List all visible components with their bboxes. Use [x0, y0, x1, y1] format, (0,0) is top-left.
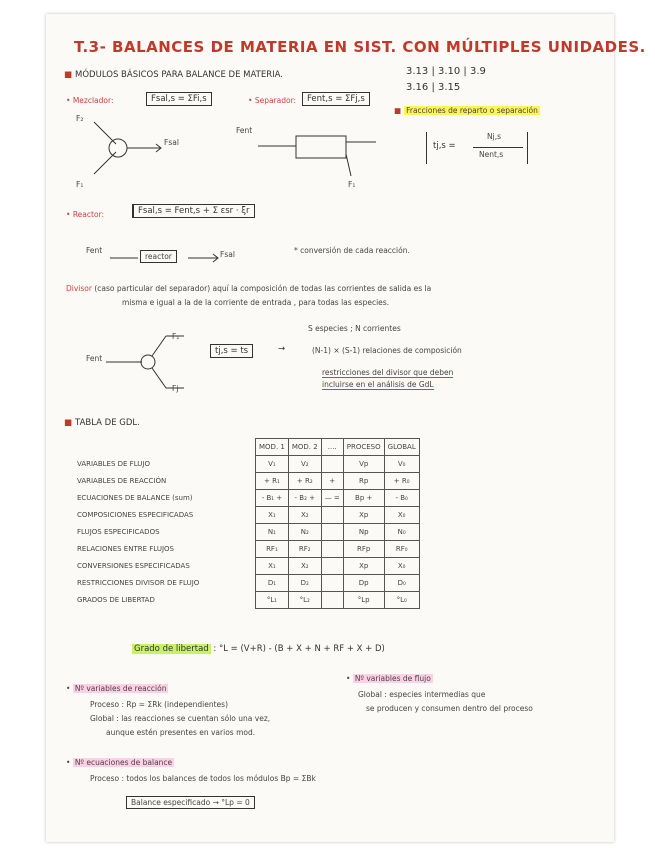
notebook-page [46, 14, 646, 842]
reactor-formula: Fsal,s = Fent,s + Σ εsr · ξr [132, 204, 255, 218]
divisor-box: tj,s = ts [210, 344, 253, 358]
table-header: MOD. 1 [256, 439, 289, 456]
bottom-b1-text: Nº variables de reacción [74, 684, 167, 693]
table-cell: X₂ [288, 558, 321, 575]
fracciones-lhs: tj,s = [433, 141, 456, 151]
table-cell: - B₂ + [288, 490, 321, 507]
table-cell: X₀ [384, 558, 419, 575]
table-header: PROCESO [343, 439, 384, 456]
table-row-label: VARIABLES DE FLUJO [77, 460, 150, 468]
section-modules-text: MÓDULOS BÁSICOS PARA BALANCE DE MATERIA. [75, 70, 283, 80]
square-bullet-icon: ■ [64, 418, 73, 428]
grados-label: Grado de libertad [134, 644, 209, 654]
divisor-note4 [322, 380, 434, 389]
bottom-b1-global: Global : las reacciones se cuentan sólo una vez, [90, 714, 271, 723]
divisor-out-top: F₁ [172, 332, 180, 341]
divisor-note4-text: incluirse en el análisis de GdL [322, 380, 434, 389]
reactor-out: Fsal [220, 250, 235, 259]
table-cell: Dp [343, 575, 384, 592]
table-cell: Np [343, 524, 384, 541]
table-cell: X₀ [384, 507, 419, 524]
mezclador-formula: Fsal,s = ΣFi,s [146, 92, 212, 106]
separador-out: F₁ [348, 180, 356, 189]
bottom-b2: • Nº variables de flujo [346, 674, 431, 683]
table-cell: X₁ [256, 507, 289, 524]
table-cell [321, 558, 343, 575]
table-header: GLOBAL [384, 439, 419, 456]
divisor-out-bottom: Fj [172, 384, 179, 393]
bottom-b2-global2: se producen y consumen dentro del proceso [366, 704, 533, 713]
divisor-text1-content: (caso particular del separador) aquí la composición de todas las corrientes de salida es la [94, 284, 432, 293]
table-cell: + [321, 473, 343, 490]
bottom-b2-text: Nº variables de flujo [354, 674, 431, 683]
table-cell: RF₁ [256, 541, 289, 558]
table-row [74, 490, 419, 507]
divisor-label: Divisor [66, 284, 92, 293]
table-cell: - B₁ + [256, 490, 289, 507]
table-cell: RF₀ [384, 541, 419, 558]
bottom-b2-global: Global : especies intermedias que [358, 690, 486, 699]
divisor-text1 [66, 284, 431, 293]
mezclador-in-top: F₂ [76, 114, 84, 123]
table-cell [321, 575, 343, 592]
table-cell [321, 456, 343, 473]
table-cell: Vp [343, 456, 384, 473]
table-cell: RF₂ [288, 541, 321, 558]
tabla-title-text: TABLA DE GDL. [75, 418, 140, 428]
table-cell: + R₁ [256, 473, 289, 490]
table-header: .... [321, 439, 343, 456]
table-cell: °Lp [343, 592, 384, 609]
square-bullet-icon: ■ [64, 70, 73, 80]
table-cell: V₀ [384, 456, 419, 473]
bottom-b3-proceso: Proceso : todos los balances de todos los módulos Bp = ΣBk [90, 774, 316, 783]
mezclador-out: Fsal [164, 138, 179, 147]
table-row [74, 558, 419, 575]
table-cell: + R₂ [288, 473, 321, 490]
divisor-note3-text: restricciones del divisor que deben [322, 368, 454, 377]
fraction-bar [473, 147, 523, 148]
arrow-right-icon: → [278, 344, 286, 354]
table-cell: Rp [343, 473, 384, 490]
table-row-label: ECUACIONES DE BALANCE (sum) [77, 494, 193, 502]
table-row-label: FLUJOS ESPECIFICADOS [77, 528, 160, 536]
table-header: MOD. 2 [288, 439, 321, 456]
grados-line [132, 644, 385, 654]
table-cell: RFp [343, 541, 384, 558]
reactor-note-text: conversión de cada reacción. [300, 246, 410, 255]
reactor-label: • Reactor: [66, 210, 105, 219]
bottom-b1-proceso: Proceso : Rp = ΣRk (independientes) [90, 700, 228, 709]
table-cell: + R₀ [384, 473, 419, 490]
table-row-label: VARIABLES DE REACCIÓN [77, 477, 167, 485]
table-cell: Xp [343, 507, 384, 524]
table-cell: Bp + [343, 490, 384, 507]
table-cell [321, 524, 343, 541]
table-row-label: RELACIONES ENTRE FLUJOS [77, 545, 174, 553]
bottom-b1-global2: aunque estén presentes en varios mod. [106, 728, 256, 737]
fracciones-label-text: Fracciones de reparto o separación [406, 106, 538, 115]
bottom-b3: • Nº ecuaciones de balance [66, 758, 173, 767]
table-cell: °L₂ [288, 592, 321, 609]
separador-label-text: Separador [254, 96, 294, 105]
table-cell: D₀ [384, 575, 419, 592]
fracciones-label [394, 106, 540, 115]
table-cell [321, 541, 343, 558]
table-cell: D₂ [288, 575, 321, 592]
mezclador-label-text: Mezclador [72, 96, 111, 105]
table-row [74, 575, 419, 592]
bottom-b1: • Nº variables de reacción [66, 684, 167, 693]
table-row [74, 473, 419, 490]
mezclador-diagram [86, 118, 166, 178]
table-row-label: CONVERSIONES ESPECIFICADAS [77, 562, 190, 570]
table-row [74, 541, 419, 558]
fracciones-formula [426, 132, 528, 164]
bottom-b3-box: Balance especificado → °Lp = 0 [126, 796, 255, 809]
table-cell: N₁ [256, 524, 289, 541]
table-row [74, 456, 419, 473]
page-title: T.3- BALANCES DE MATERIA EN SIST. CON MÚLTIPLES UNIDADES. [74, 38, 646, 56]
reactor-box: reactor [140, 250, 177, 263]
table-cell: N₂ [288, 524, 321, 541]
table-cell: — = [321, 490, 343, 507]
table-cell: - B₀ [384, 490, 419, 507]
grados-formula: : °L = (V+R) - (B + X + N + RF + X + D) [213, 644, 385, 654]
reactor-label-text: Reactor [72, 210, 102, 219]
divisor-note1: S especies ; N corrientes [308, 324, 401, 333]
table-cell: X₁ [256, 558, 289, 575]
refs-line2: 3.16 | 3.15 [406, 82, 461, 93]
table-cell: Xp [343, 558, 384, 575]
refs-line1: 3.13 | 3.10 | 3.9 [406, 66, 486, 77]
mezclador-label: • Mezclador: [66, 96, 114, 105]
table-cell: °L₁ [256, 592, 289, 609]
divisor-diagram [106, 330, 186, 394]
reactor-note: * conversión de cada reacción. [294, 246, 410, 255]
separador-diagram [256, 126, 386, 182]
table-row [74, 507, 419, 524]
gdl-table [74, 438, 420, 609]
square-bullet-icon: ■ [394, 106, 402, 115]
table-cell [321, 592, 343, 609]
section-modules [64, 70, 283, 80]
table-row-label: COMPOSICIONES ESPECIFICADAS [77, 511, 194, 519]
fracciones-num: Nj,s [487, 132, 501, 141]
table-cell: N₀ [384, 524, 419, 541]
table-cell: D₁ [256, 575, 289, 592]
table-row-label: RESTRICCIONES DIVISOR DE FLUJO [77, 579, 200, 587]
separador-in: Fent [236, 126, 253, 135]
reactor-in: Fent [86, 246, 103, 255]
bottom-b3-text: Nº ecuaciones de balance [74, 758, 173, 767]
tabla-title [64, 418, 140, 428]
table-row [74, 592, 419, 609]
fracciones-den: Nent,s [479, 150, 504, 159]
table-row-label: GRADOS DE LIBERTAD [77, 596, 155, 604]
divisor-in: Fent [86, 354, 103, 363]
divisor-note3 [322, 368, 453, 377]
table-row [74, 524, 419, 541]
table-cell: X₂ [288, 507, 321, 524]
table-cell: V₂ [288, 456, 321, 473]
table-header-row [74, 439, 419, 456]
separador-label: • Separador: [248, 96, 297, 105]
separador-formula: Fent,s = ΣFj,s [302, 92, 370, 106]
divisor-text2: misma e igual a la de la corriente de entrada , para todas las especies. [122, 298, 390, 307]
mezclador-in-bottom: F₁ [76, 180, 84, 189]
table-cell: °L₀ [384, 592, 419, 609]
table-cell: V₁ [256, 456, 289, 473]
table-corner [74, 439, 256, 456]
divisor-note2: (N-1) × (S-1) relaciones de composición [312, 346, 462, 355]
table-cell [321, 507, 343, 524]
